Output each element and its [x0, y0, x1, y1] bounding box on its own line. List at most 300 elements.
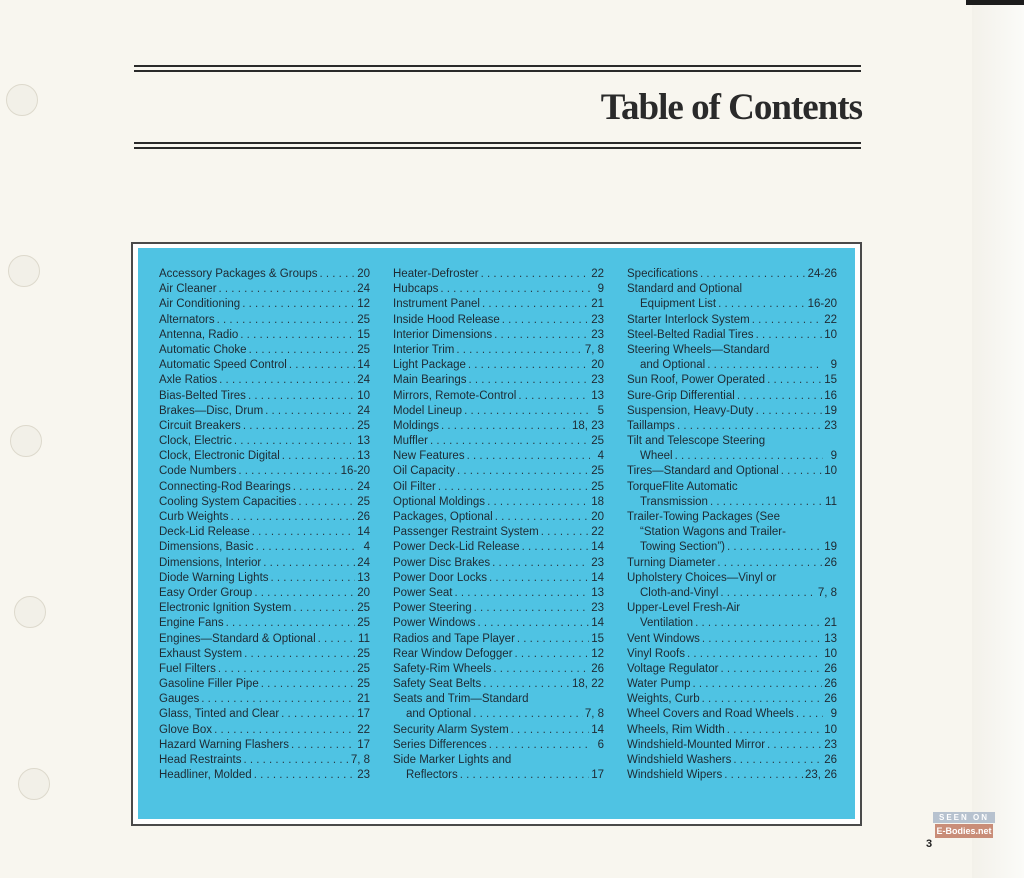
- leader-dots: [720, 662, 822, 677]
- entry-label: Steel-Belted Radial Tires: [627, 328, 754, 341]
- leader-dots: [489, 738, 590, 753]
- leader-dots: [489, 571, 589, 586]
- leader-dots: [477, 616, 589, 631]
- entry-label: Water Pump: [627, 678, 691, 691]
- index-entry: [159, 677, 370, 692]
- entry-page: 26: [357, 511, 370, 523]
- entry-page: 26: [824, 693, 837, 706]
- entry-label: TorqueFlite Automatic: [627, 480, 738, 493]
- leader-dots: [796, 707, 823, 722]
- index-entry: [159, 343, 370, 358]
- entry-label: Vinyl Roofs: [627, 647, 685, 660]
- leader-dots: [717, 556, 822, 571]
- index-entry: [393, 677, 604, 692]
- index-entry: [393, 389, 604, 404]
- index-entry: [159, 389, 370, 404]
- leader-dots: [460, 768, 589, 783]
- binder-hole: [18, 768, 50, 800]
- entry-label: Dimensions, Basic: [159, 541, 254, 554]
- entry-page: 15: [824, 374, 837, 387]
- entry-page: 23: [591, 556, 604, 569]
- index-entry: [393, 267, 604, 282]
- entry-page: 17: [357, 708, 370, 721]
- leader-dots: [271, 571, 356, 586]
- entry-page: 7, 8: [584, 708, 604, 721]
- leader-dots: [483, 677, 570, 692]
- index-entry: [159, 404, 370, 419]
- entry-page: 13: [357, 435, 370, 448]
- entry-page: 17: [357, 738, 370, 751]
- leader-dots: [234, 434, 355, 449]
- entry-page: 19: [824, 404, 837, 417]
- entry-page: 16-20: [340, 465, 370, 478]
- entry-page: 9: [597, 283, 604, 296]
- entry-page: 12: [357, 298, 370, 311]
- top-double-rule: [134, 65, 861, 72]
- leader-dots: [214, 723, 355, 738]
- entry-label: Suspension, Heavy-Duty: [627, 404, 754, 417]
- leader-dots: [438, 480, 589, 495]
- entry-label: Upper-Level Fresh-Air: [627, 602, 741, 615]
- entry-page: 14: [357, 359, 370, 372]
- index-entry: [159, 556, 370, 571]
- entry-page: 25: [357, 343, 370, 356]
- entry-label: Cooling System Capacities: [159, 495, 297, 508]
- index-entry: [393, 571, 604, 586]
- entry-page: 23: [824, 419, 837, 432]
- entry-label: Clock, Electronic Digital: [159, 450, 280, 463]
- entry-page: 10: [824, 328, 837, 341]
- index-entry: [159, 313, 370, 328]
- leader-dots: [293, 601, 355, 616]
- entry-label: Diode Warning Lights: [159, 571, 269, 584]
- entry-page: 15: [357, 328, 370, 341]
- leader-dots: [219, 282, 356, 297]
- entry-label: Standard and Optional: [627, 283, 743, 296]
- entry-page: 16-20: [807, 298, 837, 311]
- entry-page: 4: [363, 541, 370, 554]
- entry-label: Automatic Choke: [159, 343, 247, 356]
- leader-dots: [502, 313, 589, 328]
- index-entry: [393, 556, 604, 571]
- entry-label: Dimensions, Interior: [159, 556, 262, 569]
- entry-page: 7, 8: [584, 343, 604, 356]
- leader-dots: [756, 328, 823, 343]
- entry-label: Hubcaps: [393, 283, 439, 296]
- index-entry: [159, 768, 370, 783]
- entry-page: 18: [591, 495, 604, 508]
- leader-dots: [515, 647, 590, 662]
- entry-page: 10: [824, 647, 837, 660]
- entry-label: Easy Order Group: [159, 586, 253, 599]
- index-entry: [393, 313, 604, 328]
- index-entry: [627, 632, 837, 647]
- entry-page: 23: [591, 374, 604, 387]
- leader-dots: [289, 358, 355, 373]
- index-entry: [627, 525, 837, 540]
- index-entry: [159, 692, 370, 707]
- index-entry: [159, 586, 370, 601]
- entry-label: Radios and Tape Player: [393, 632, 515, 645]
- entry-page: 25: [591, 435, 604, 448]
- index-entry: [159, 738, 370, 753]
- leader-dots: [254, 768, 356, 783]
- entry-page: 20: [591, 511, 604, 523]
- leader-dots: [494, 328, 589, 343]
- leader-dots: [727, 540, 822, 555]
- contents-panel: [138, 248, 855, 819]
- leader-dots: [517, 632, 589, 647]
- index-entry: [159, 267, 370, 282]
- index-entry: [393, 723, 604, 738]
- entry-label: Windshield Washers: [627, 754, 732, 766]
- index-entry: [393, 632, 604, 647]
- leader-dots: [293, 480, 356, 495]
- entry-label: Tires—Standard and Optional: [627, 465, 779, 478]
- index-entry: [627, 464, 837, 479]
- entry-label: Hazard Warning Flashers: [159, 738, 289, 751]
- entry-page: 15: [591, 632, 604, 645]
- entry-label: Connecting-Rod Bearings: [159, 480, 291, 493]
- entry-page: 21: [357, 693, 370, 706]
- index-entry: [159, 707, 370, 722]
- index-entry: [393, 768, 604, 783]
- entry-label: Sure-Grip Differential: [627, 389, 735, 402]
- index-entry: [627, 571, 837, 586]
- leader-dots: [481, 267, 590, 282]
- index-entry: [627, 738, 837, 753]
- entry-label: Safety Seat Belts: [393, 678, 482, 691]
- index-entry: [393, 404, 604, 419]
- entry-label: Antenna, Radio: [159, 328, 239, 341]
- watermark-bottom-text: E-Bodies.net: [936, 826, 992, 836]
- index-entry: [627, 616, 837, 631]
- entry-label: Bias-Belted Tires: [159, 389, 246, 402]
- leader-dots: [707, 358, 823, 373]
- index-entry: [627, 768, 837, 783]
- index-entry: [393, 647, 604, 662]
- entry-page: 9: [830, 450, 837, 463]
- leader-dots: [473, 707, 583, 722]
- entry-page: 26: [591, 662, 604, 675]
- entry-label: Cloth-and-Vinyl: [640, 586, 719, 599]
- leader-dots: [687, 647, 822, 662]
- index-entry: [627, 282, 837, 297]
- entry-label: Power Windows: [393, 617, 476, 630]
- leader-dots: [767, 373, 822, 388]
- entry-label: Clock, Electric: [159, 435, 232, 448]
- index-entry: [393, 343, 604, 358]
- entry-label: Gasoline Filler Pipe: [159, 678, 259, 691]
- entry-label: Air Cleaner: [159, 283, 217, 296]
- index-entry: [159, 723, 370, 738]
- entry-label: Reflectors: [406, 769, 458, 782]
- entry-label: Taillamps: [627, 419, 675, 432]
- leader-dots: [493, 662, 589, 677]
- leader-dots: [692, 677, 822, 692]
- entry-label: Weights, Curb: [627, 693, 700, 706]
- index-entry: [627, 495, 837, 510]
- entry-label: Oil Filter: [393, 480, 436, 493]
- corner-mark: [966, 0, 1024, 5]
- entry-label: Interior Dimensions: [393, 328, 493, 341]
- entry-label: Turning Diameter: [627, 556, 716, 569]
- index-entry: [627, 389, 837, 404]
- watermark-seal: [933, 812, 995, 848]
- leader-dots: [456, 343, 582, 358]
- page-title: Table of Contents: [600, 87, 862, 128]
- entry-page: 25: [357, 602, 370, 615]
- leader-dots: [252, 525, 355, 540]
- entry-label: Rear Window Defogger: [393, 647, 513, 660]
- leader-dots: [733, 753, 822, 768]
- entry-label: Model Lineup: [393, 404, 463, 417]
- entry-page: 10: [357, 389, 370, 402]
- index-entry: [627, 601, 837, 616]
- index-entry: [393, 616, 604, 631]
- index-entry: [159, 373, 370, 388]
- entry-label: Electronic Ignition System: [159, 602, 292, 615]
- entry-page: 26: [824, 754, 837, 766]
- leader-dots: [441, 419, 570, 434]
- leader-dots: [281, 707, 355, 722]
- entry-label: Gauges: [159, 693, 200, 706]
- entry-label: Exhaust System: [159, 647, 243, 660]
- entry-page: 18, 22: [572, 678, 604, 691]
- leader-dots: [724, 768, 803, 783]
- entry-page: 23, 26: [805, 769, 837, 782]
- entry-label: Equipment List: [640, 298, 717, 311]
- leader-dots: [243, 419, 355, 434]
- leader-dots: [226, 616, 356, 631]
- index-entry: [393, 282, 604, 297]
- leader-dots: [244, 647, 355, 662]
- index-entry: [627, 343, 837, 358]
- entry-label: Heater-Defroster: [393, 268, 479, 280]
- index-entry: [159, 753, 370, 768]
- entry-label: and Optional: [640, 359, 706, 372]
- leader-dots: [702, 692, 823, 707]
- index-entry: [393, 419, 604, 434]
- index-entry: [159, 419, 370, 434]
- entry-label: Optional Moldings: [393, 495, 486, 508]
- entry-page: 13: [591, 389, 604, 402]
- entry-page: 24: [357, 374, 370, 387]
- index-entry: [627, 753, 837, 768]
- leader-dots: [282, 449, 355, 464]
- index-entry: [627, 480, 837, 495]
- index-entry: [159, 616, 370, 631]
- watermark-top-text: SEEN ON: [933, 812, 995, 823]
- index-entry: [627, 586, 837, 601]
- entry-label: Glove Box: [159, 723, 213, 736]
- entry-label: Tilt and Telescope Steering: [627, 435, 766, 448]
- entry-page: 22: [357, 723, 370, 736]
- entry-label: Oil Capacity: [393, 465, 455, 478]
- entry-label: Towing Section”): [640, 541, 726, 554]
- entry-page: 7, 8: [817, 586, 837, 599]
- entry-page: 14: [591, 571, 604, 584]
- entry-label: Curb Weights: [159, 511, 229, 523]
- leader-dots: [261, 677, 355, 692]
- entry-label: Headliner, Molded: [159, 769, 252, 782]
- entry-page: 25: [357, 617, 370, 630]
- entry-page: 5: [597, 404, 604, 417]
- index-entry: [627, 707, 837, 722]
- entry-label: Seats and Trim—Standard: [393, 693, 529, 706]
- entry-label: New Features: [393, 450, 465, 463]
- entry-label: Engines—Standard & Optional: [159, 632, 316, 645]
- index-entry: [159, 510, 370, 525]
- leader-dots: [756, 404, 823, 419]
- index-entry: [627, 297, 837, 312]
- entry-label: Side Marker Lights and: [393, 754, 512, 766]
- leader-dots: [752, 313, 822, 328]
- entry-label: Safety-Rim Wheels: [393, 662, 492, 675]
- entry-label: Wheel: [640, 450, 673, 463]
- entry-page: 26: [824, 678, 837, 691]
- contents-column-2: [393, 267, 604, 783]
- index-entry: [159, 328, 370, 343]
- leader-dots: [495, 510, 589, 525]
- binder-hole: [14, 596, 46, 628]
- leader-dots: [482, 297, 589, 312]
- leader-dots: [469, 373, 590, 388]
- entry-label: Fuel Filters: [159, 662, 216, 675]
- index-entry: [393, 328, 604, 343]
- entry-label: Passenger Restraint System: [393, 526, 539, 539]
- entry-page: 25: [357, 419, 370, 432]
- leader-dots: [217, 313, 356, 328]
- entry-page: 21: [824, 617, 837, 630]
- index-entry: [627, 540, 837, 555]
- leader-dots: [781, 464, 822, 479]
- entry-page: 25: [357, 678, 370, 691]
- entry-page: 23: [357, 769, 370, 782]
- index-entry: [393, 738, 604, 753]
- index-entry: [393, 662, 604, 677]
- leader-dots: [242, 297, 355, 312]
- entry-page: 25: [591, 465, 604, 478]
- entry-page: 19: [824, 541, 837, 554]
- entry-page: 13: [357, 450, 370, 463]
- leader-dots: [541, 525, 589, 540]
- page-number: 3: [926, 838, 933, 850]
- index-entry: [627, 267, 837, 282]
- binder-hole: [6, 84, 38, 116]
- leader-dots: [440, 282, 590, 297]
- entry-page: 24: [357, 283, 370, 296]
- index-entry: [627, 647, 837, 662]
- entry-page: 24: [357, 556, 370, 569]
- entry-label: Power Door Locks: [393, 571, 487, 584]
- leader-dots: [254, 586, 355, 601]
- entry-label: Power Deck-Lid Release: [393, 541, 520, 554]
- leader-dots: [718, 297, 806, 312]
- entry-page: 25: [357, 662, 370, 675]
- leader-dots: [767, 738, 822, 753]
- leader-dots: [702, 632, 822, 647]
- entry-page: 14: [357, 526, 370, 539]
- entry-label: Circuit Breakers: [159, 419, 241, 432]
- entry-label: Automatic Speed Control: [159, 359, 287, 372]
- entry-page: 4: [597, 450, 604, 463]
- entry-label: Sun Roof, Power Operated: [627, 374, 766, 387]
- index-entry: [627, 556, 837, 571]
- entry-label: Trailer-Towing Packages (See: [627, 511, 780, 523]
- entry-page: 10: [824, 465, 837, 478]
- entry-label: Alternators: [159, 313, 215, 326]
- entry-page: 10: [824, 723, 837, 736]
- leader-dots: [219, 373, 355, 388]
- entry-page: 23: [824, 738, 837, 751]
- entry-page: 26: [824, 556, 837, 569]
- index-entry: [393, 601, 604, 616]
- leader-dots: [318, 632, 356, 647]
- entry-page: 26: [824, 662, 837, 675]
- entry-page: 20: [591, 359, 604, 372]
- entry-page: 11: [825, 495, 837, 508]
- entry-label: Upholstery Choices—Vinyl or: [627, 571, 777, 584]
- index-entry: [159, 464, 370, 479]
- entry-page: 13: [824, 632, 837, 645]
- entry-page: 14: [591, 541, 604, 554]
- entry-label: Inside Hood Release: [393, 313, 500, 326]
- binder-hole: [8, 255, 40, 287]
- entry-page: 25: [591, 480, 604, 493]
- leader-dots: [320, 267, 356, 282]
- index-entry: [393, 540, 604, 555]
- entry-label: Security Alarm System: [393, 723, 509, 736]
- leader-dots: [249, 343, 356, 358]
- index-entry: [393, 586, 604, 601]
- entry-page: 14: [591, 723, 604, 736]
- entry-label: Packages, Optional: [393, 511, 493, 523]
- index-entry: [627, 313, 837, 328]
- leader-dots: [457, 464, 589, 479]
- index-entry: [393, 495, 604, 510]
- entry-label: Instrument Panel: [393, 298, 480, 311]
- index-entry: [159, 495, 370, 510]
- entry-label: Interior Trim: [393, 343, 455, 356]
- index-entry: [393, 692, 604, 707]
- entry-label: Head Restraints: [159, 754, 242, 766]
- entry-label: Steering Wheels—Standard: [627, 343, 770, 356]
- leader-dots: [522, 540, 590, 555]
- index-entry: [627, 419, 837, 434]
- leader-dots: [298, 495, 355, 510]
- index-entry: [393, 434, 604, 449]
- entry-label: Accessory Packages & Groups: [159, 268, 318, 280]
- index-entry: [627, 723, 837, 738]
- entry-page: 23: [591, 313, 604, 326]
- entry-page: 7, 8: [350, 754, 370, 766]
- leader-dots: [518, 389, 589, 404]
- entry-page: 21: [591, 298, 604, 311]
- index-entry: [393, 753, 604, 768]
- entry-label: Glass, Tinted and Clear: [159, 708, 280, 721]
- leader-dots: [677, 419, 822, 434]
- entry-label: Engine Fans: [159, 617, 224, 630]
- index-entry: [627, 449, 837, 464]
- entry-page: 22: [824, 313, 837, 326]
- index-entry: [159, 662, 370, 677]
- leader-dots: [487, 495, 589, 510]
- entry-label: Power Disc Brakes: [393, 556, 491, 569]
- leader-dots: [695, 616, 822, 631]
- index-entry: [159, 297, 370, 312]
- entry-page: 24-26: [807, 268, 837, 280]
